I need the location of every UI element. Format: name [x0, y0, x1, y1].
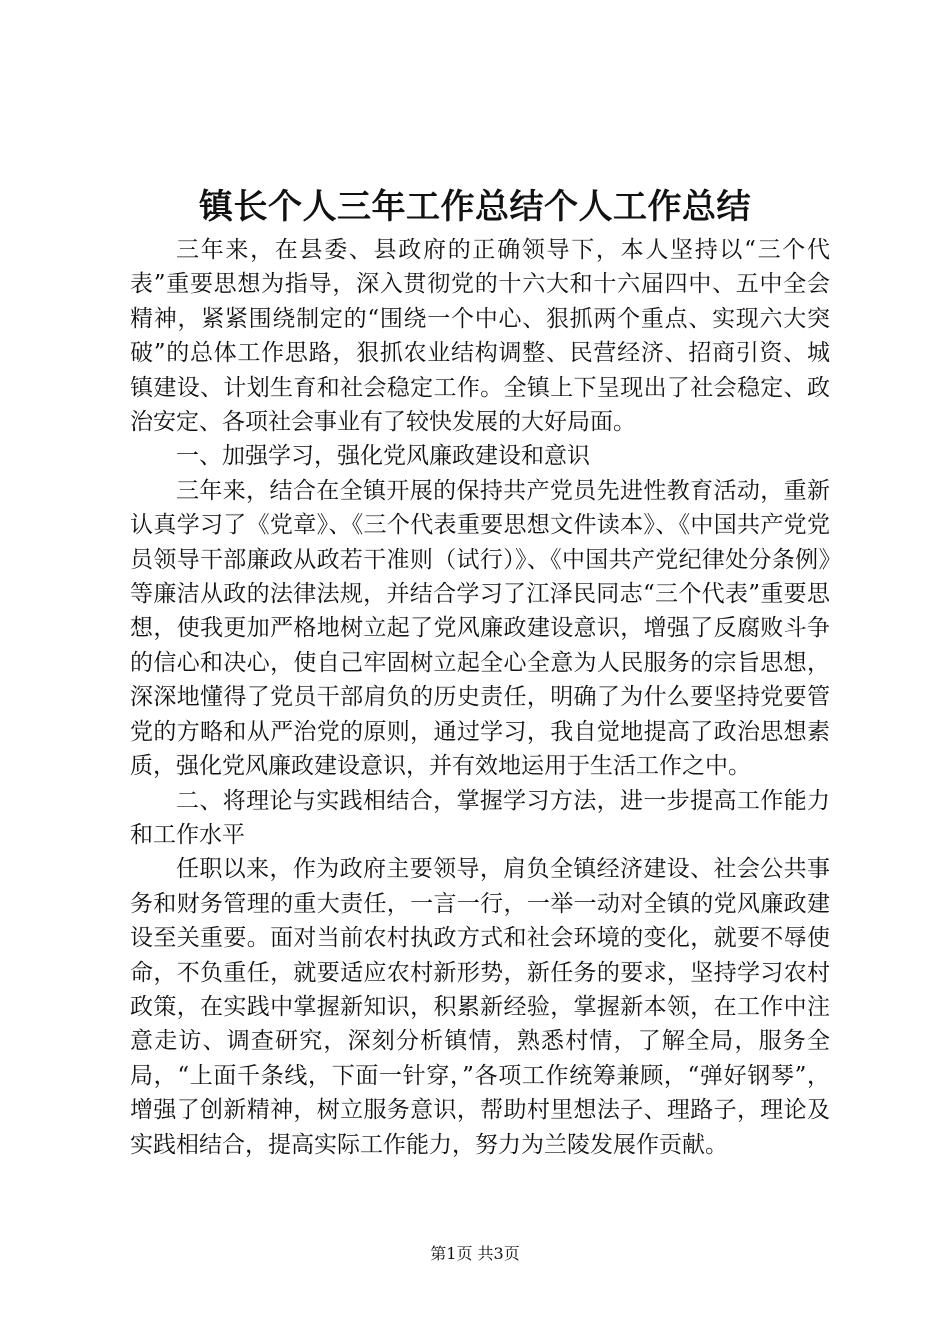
document-title: 镇长个人三年工作总结个人工作总结: [199, 187, 751, 227]
section-paragraph-1: 三年来，结合在全镇开展的保持共产党员先进性教育活动，重新认真学习了《党章》、《三个代表重要思想文件读本》、《中国共产党党员领导干部廉政从政若干准则（试行）》、《中国共产党纪律处分条例》等廉洁从政的法律法规，并结合学习了江泽民同志“三个代表”重要思想，使我更加严格地树立起了党风廉政建设意识，增强了反腐败斗争的信心和决心，使自己牢固树立起全心全意为人民服务的宗旨思想，深深地懂得了党员干部肩负的历史责任，明确了为什么要坚持党要管党的方略和从严治党的原则，通过学习，我自觉地提高了政治思想素质，强化党风廉政建设意识，并有效地运用于生活工作之中。: [130, 477, 830, 780]
document-body: [130, 233, 830, 1162]
section-heading-2: 二、将理论与实践相结合，掌握学习方法，进一步提高工作能力和工作水平: [130, 787, 830, 848]
section-heading-1: 一、加强学习，强化党风廉政建设和意识: [176, 443, 590, 470]
intro-paragraph: 三年来，在县委、县政府的正确领导下，本人坚持以“三个代表”重要思想为指导，深入贯彻党的十六大和十六届四中、五中全会精神，紧紧围绕制定的“围绕一个中心、狠抓两个重点、实现六大突破”的总体工作思路，狠抓农业结构调整、民营经济、招商引资、城镇建设、计划生育和社会稳定工作。全镇上下呈现出了社会稳定、政治安定、各项社会事业有了较快发展的大好局面。: [130, 237, 830, 436]
page-number-footer: 第1页 共3页: [430, 1244, 520, 1263]
section-paragraph-2: 任职以来，作为政府主要领导，肩负全镇经济建设、社会公共事务和财务管理的重大责任，一言一行，一举一动对全镇的党风廉政建设至关重要。面对当前农村执政方式和社会环境的变化，就要不辱使命，不负重任，就要适应农村新形势，新任务的要求，坚持学习农村政策，在实践中掌握新知识，积累新经验，掌握新本领，在工作中注意走访、调查研究，深刻分析镇情，熟悉村情，了解全局，服务全局，“上面千条线，下面一针穿，”各项工作统筹兼顾，“弹好钢琴”，增强了创新精神，树立服务意识，帮助村里想法子、理路子，理论及实践相结合，提高实际工作能力，努力为兰陵发展作贡献。: [130, 856, 830, 1158]
